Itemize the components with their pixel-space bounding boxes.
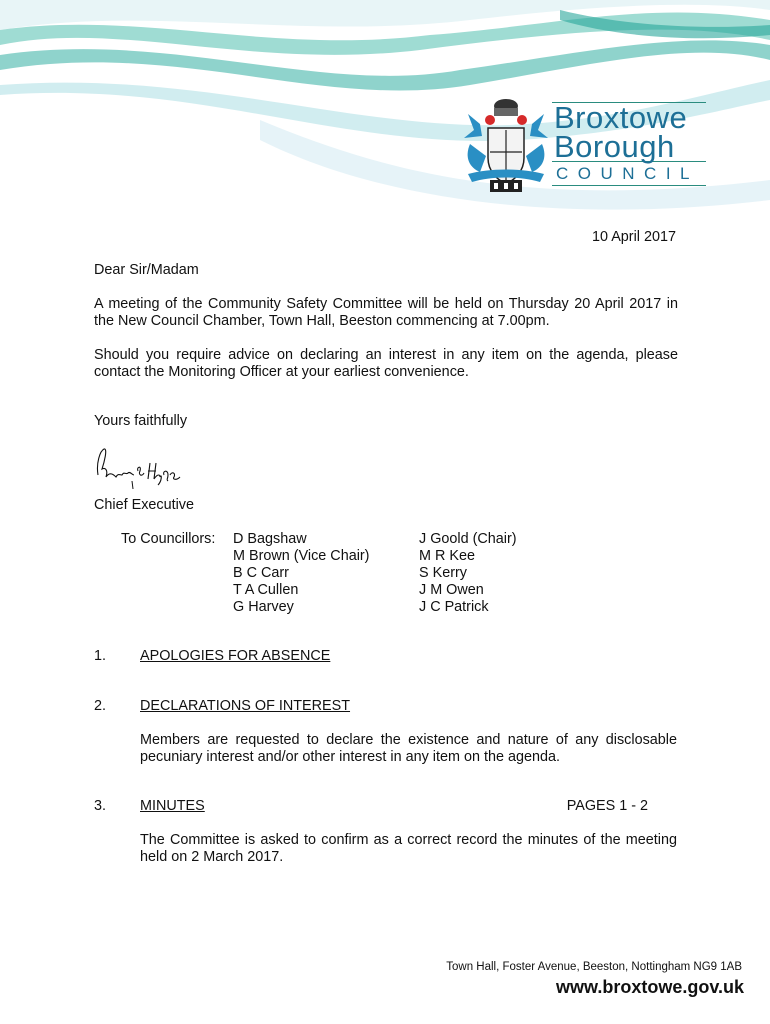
interest-advice-paragraph: Should you require advice on declaring an interest in any item on the agenda, please contact the Monitoring Officer at your earliest convenience. xyxy=(94,347,678,380)
letter-date: 10 April 2017 xyxy=(591,229,676,245)
council-wordmark xyxy=(552,102,706,186)
signature xyxy=(92,445,192,491)
agenda-item-title: DECLARATIONS OF INTEREST xyxy=(140,698,351,714)
councillor-name: J Goold (Chair) xyxy=(419,531,517,547)
councillor-name: D Bagshaw xyxy=(233,531,307,547)
councillor-name: J C Patrick xyxy=(419,599,489,615)
meeting-paragraph: A meeting of the Community Safety Committee will be held on Thursday 20 April 2017 in the New Council Chamber, Town Hall, Beeston commencing at 7.00pm. xyxy=(94,296,678,329)
agenda-item-number: 2. xyxy=(94,698,107,714)
councillor-name: B C Carr xyxy=(233,565,289,581)
councillor-name: M Brown (Vice Chair) xyxy=(233,548,370,564)
agenda-item-title: MINUTES xyxy=(140,798,205,814)
salutation: Dear Sir/Madam xyxy=(94,262,199,278)
agenda-item-pages: PAGES 1 - 2 xyxy=(566,798,648,814)
agenda-item-number: 3. xyxy=(94,798,107,814)
agenda-item-description: Members are requested to declare the existence and nature of any disclosable pecuniary interest and/or other interest in any item on the agenda. xyxy=(140,732,677,765)
councillor-name: T A Cullen xyxy=(233,582,299,598)
councillors-column-1 xyxy=(233,531,369,616)
agenda-item-title: APOLOGIES FOR ABSENCE xyxy=(140,648,331,664)
agenda-item-number: 1. xyxy=(94,648,107,664)
footer-address: Town Hall, Foster Avenue, Beeston, Nottingham NG9 1AB xyxy=(446,961,742,973)
brand-line-3: COUNCIL xyxy=(556,164,700,183)
brand-line-2: Borough xyxy=(554,129,675,164)
footer-website-link[interactable]: www.broxtowe.gov.uk xyxy=(555,977,744,997)
council-logo xyxy=(460,96,760,196)
councillors-column-2 xyxy=(419,531,517,616)
signatory-role: Chief Executive xyxy=(94,497,194,513)
councillor-name: M R Kee xyxy=(419,548,475,564)
councillor-name: J M Owen xyxy=(419,582,484,598)
councillors-label: To Councillors: xyxy=(121,531,216,547)
agenda-item-description: The Committee is asked to confirm as a correct record the minutes of the meeting held on 2 March 2017. xyxy=(140,832,677,865)
closing: Yours faithfully xyxy=(94,413,188,429)
councillor-name: G Harvey xyxy=(233,599,294,615)
councillor-name: S Kerry xyxy=(419,565,467,581)
council-crest-icon xyxy=(460,96,552,196)
brand-line-1: Broxtowe xyxy=(554,100,688,135)
